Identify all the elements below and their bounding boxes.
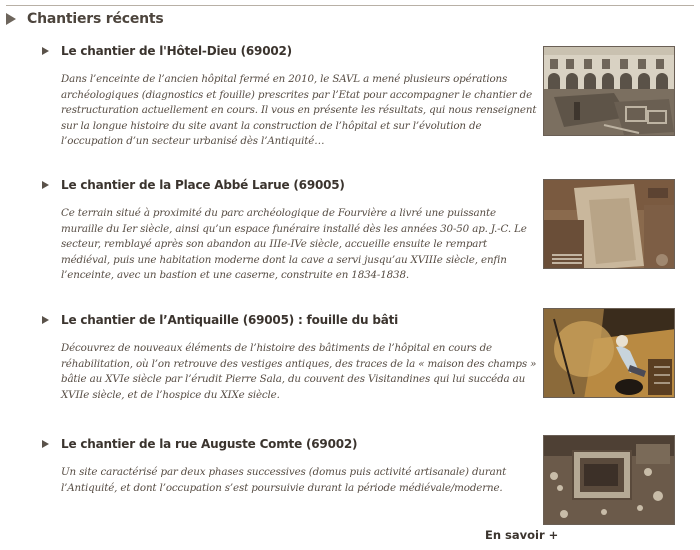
- section-header: [6, 11, 164, 27]
- section-title: Chantiers récents: [27, 11, 164, 27]
- article-description: Découvrez de nouveaux éléments de l’histoire des bâtiments de l’hôpital en cours de réhabilitation, où l’on retrouve des vestiges antiques, des traces de la « maison des champs » bâtie au XVIe siècle par l’érudit Pierre Sala, du couvent des Visitandines qui lui succéda au XVIIe siècle, et de l’hospice du XIXe siècle.: [61, 342, 537, 401]
- section-arrow-icon: [6, 13, 16, 25]
- top-divider: [6, 5, 694, 6]
- article-title-link[interactable]: Le chantier de la Place Abbé Larue (69005): [61, 178, 345, 192]
- more-link[interactable]: En savoir +: [485, 528, 559, 542]
- article-title-link[interactable]: Le chantier de l'Hôtel-Dieu (69002): [61, 44, 292, 58]
- bullet-arrow-icon: [42, 316, 49, 324]
- article-description: Dans l’enceinte de l’ancien hôpital fermé en 2010, le SAVL a mené plusieurs opérations archéologiques (diagnostics et fouille) prescrites par l’Etat pour accompagner le chantier de restructuration actuellement en cours. Il vous en présente les résultats, qui nous renseignent sur la longue histoire du site avant la construction de l’hôpital et sur l’évolution de l’occupation d’un secteur urbanisé dès l’Antiquité…: [61, 73, 537, 148]
- bullet-arrow-icon: [42, 181, 49, 189]
- bullet-arrow-icon: [42, 440, 49, 448]
- article-title-link[interactable]: Le chantier de l’Antiquaille (69005) : fouille du bâti: [61, 313, 399, 327]
- antiquaille-photo[interactable]: [543, 308, 675, 398]
- article-description: Ce terrain situé à proximité du parc archéologique de Fourvière a livré une puissante muraille du Ier siècle, ainsi qu’un espace funéraire installé dès les années 30-50 ap. J.-C. Le secteur, remblayé après son abandon au IIIe-IVe siècle, accueille ensuite le rempart médiéval, puis une habitation moderne dont la cave a servi jusqu’au XVIIIe siècle, enfin l’enceinte, avec un bastion et une caserne, construite en 1834-1838.: [61, 207, 527, 282]
- article-description: Un site caractérisé par deux phases successives (domus puis activité artisanale) durant l’Antiquité, et dont l’occupation s’est poursuivie durant la période médiévale/moderne.: [61, 466, 507, 494]
- place-abbe-larue-photo[interactable]: [543, 179, 675, 269]
- hotel-dieu-photo[interactable]: [543, 46, 675, 136]
- auguste-comte-photo[interactable]: [543, 435, 675, 525]
- article-title-link[interactable]: Le chantier de la rue Auguste Comte (69002): [61, 437, 358, 451]
- bullet-arrow-icon: [42, 47, 49, 55]
